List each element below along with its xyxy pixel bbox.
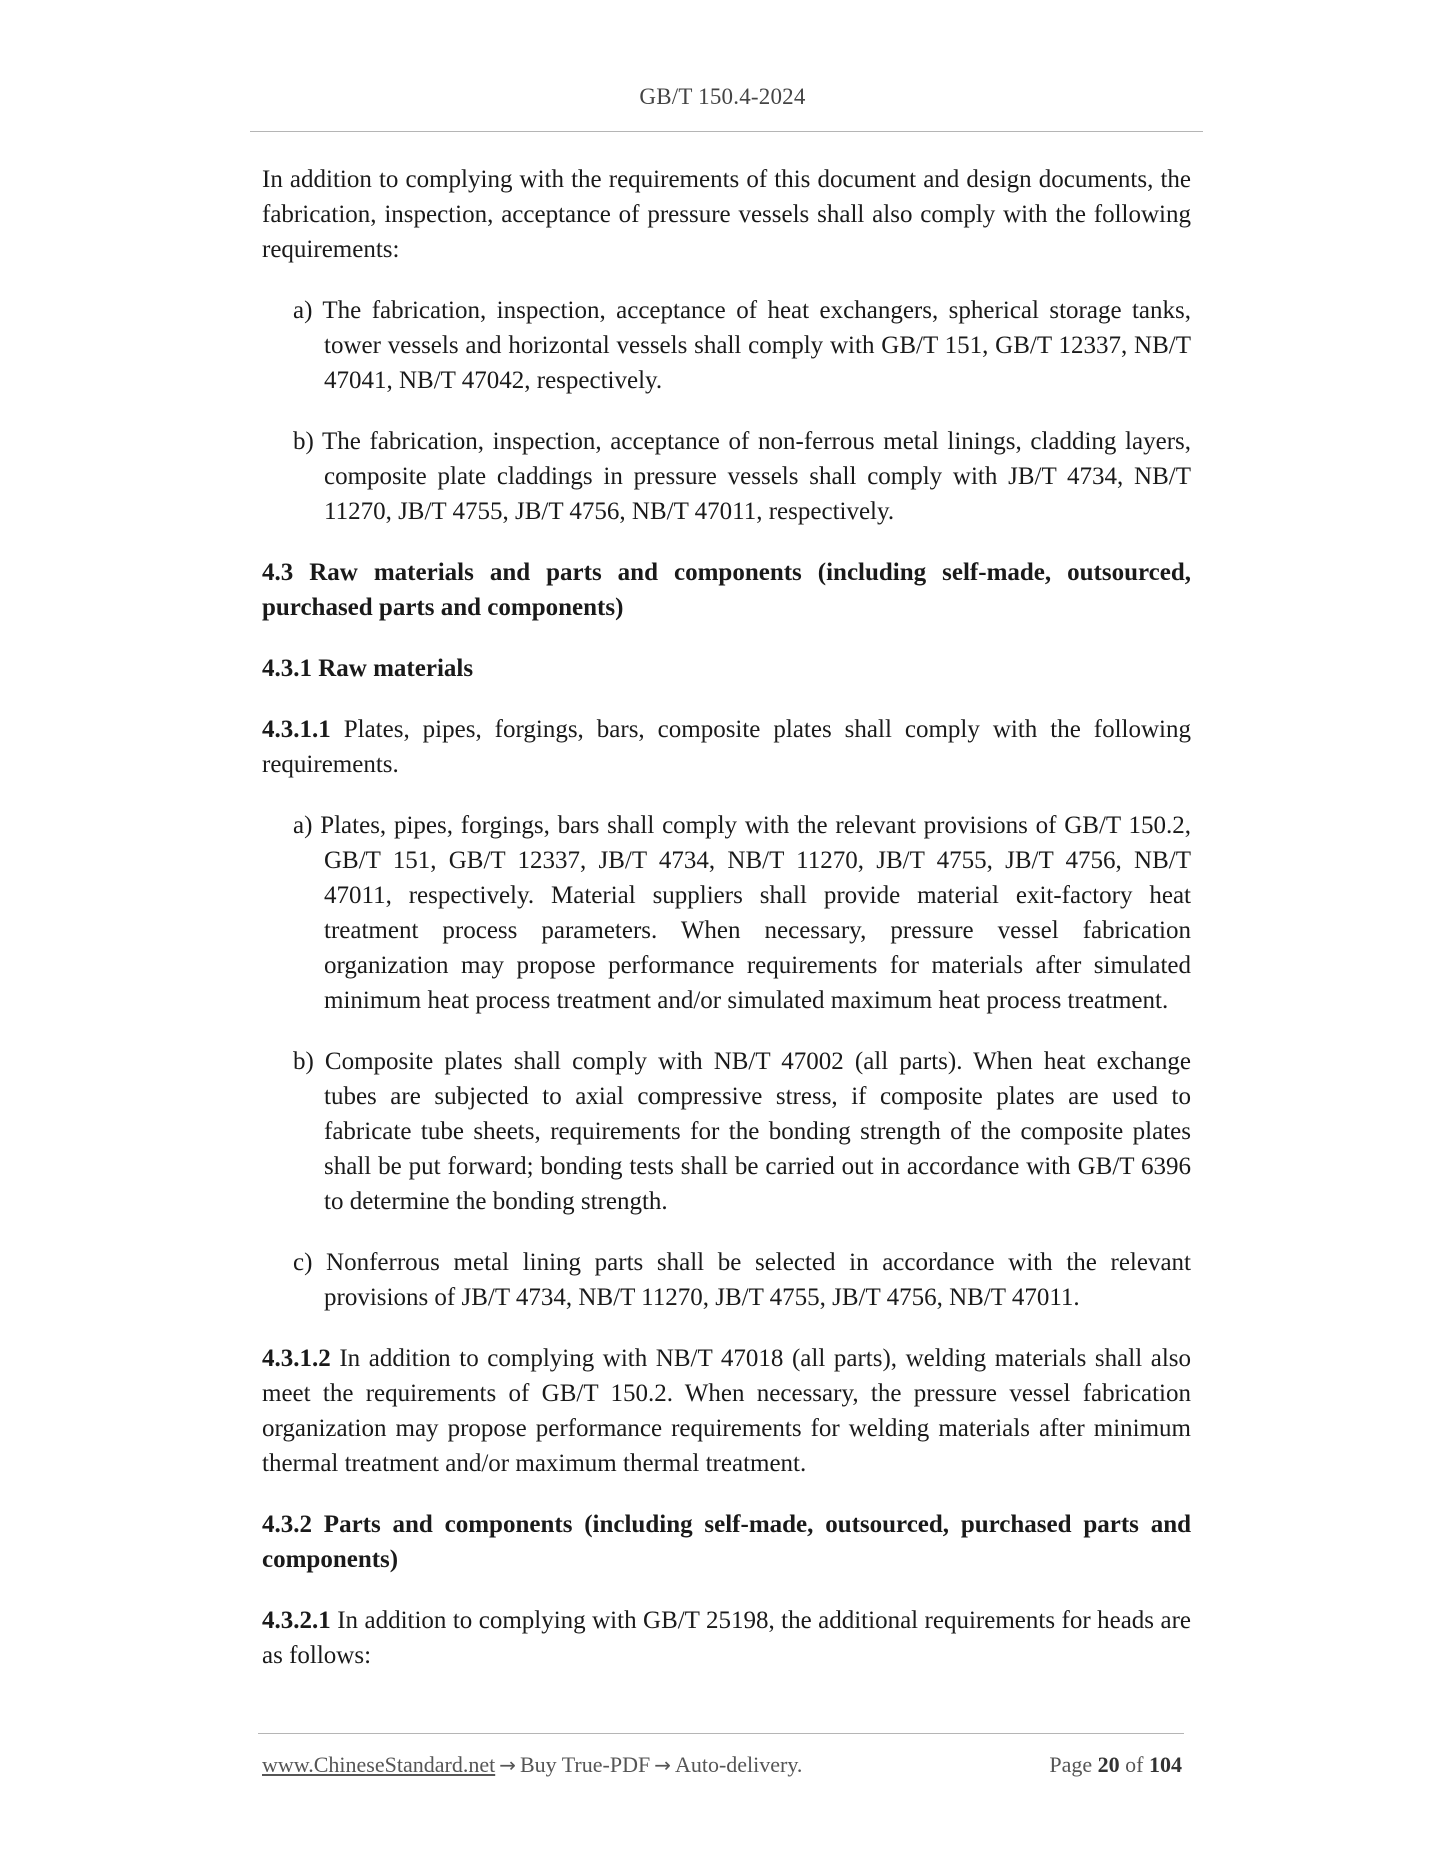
page-indicator	[1049, 1752, 1182, 1778]
clause-text: In addition to complying with NB/T 47018 (all parts), welding materials shall also meet the requirements of GB/T 150.2. When necessary, the pressure vessel fabrication organization may propose performance requirements for welding materials after minimum thermal treatment and/or maximum thermal treatment.	[262, 1345, 1191, 1477]
document-header-title: GB/T 150.4-2024	[639, 84, 806, 109]
clause-text: Plates, pipes, forgings, bars, composite plates shall comply with the following requirements.	[262, 716, 1191, 778]
clause-4-3-1-1-item-c: c) Nonferrous metal lining parts shall be selected in accordance with the relevant provisions of JB/T 4734, NB/T 11270, JB/T 4755, JB/T 4756, NB/T 47011.	[293, 1249, 1191, 1311]
total-pages: 104	[1149, 1752, 1182, 1777]
intro-list-item-a: a) The fabrication, inspection, acceptance of heat exchangers, spherical storage tanks, tower vessels and horizontal vessels shall comply with GB/T 151, GB/T 12337, NB/T 47041, NB/T 47042, respectively.	[293, 297, 1191, 394]
delivery-text: Auto-delivery.	[674, 1752, 803, 1777]
page-label: Page	[1049, 1752, 1093, 1777]
clause-number: 4.3.2.1	[262, 1607, 331, 1634]
clause-text: In addition to complying with GB/T 25198, the additional requirements for heads are as follows:	[262, 1607, 1191, 1669]
clause-4-3-1-1	[262, 712, 1191, 782]
clause-4-3-1-1-item-a: a) Plates, pipes, forgings, bars shall comply with the relevant provisions of GB/T 150.2, GB/T 151, GB/T 12337, JB/T 4734, NB/T 11270, JB/T 4755, JB/T 4756, NB/T 47011, respectively. Material suppliers shall provide material exit-factory heat treatment process parameters. When necessary, pressure vessel fabrication organization may propose performance requirements for materials after simulated minimum heat process treatment and/or simulated maximum heat process treatment.	[293, 812, 1191, 1014]
clause-4-3-1-2	[262, 1341, 1191, 1481]
buy-text: Buy True-PDF	[519, 1752, 651, 1777]
clause-number: 4.3.1.2	[262, 1345, 331, 1372]
intro-list-item-b: b) The fabrication, inspection, acceptance of non-ferrous metal linings, cladding layers, composite plate claddings in pressure vessels shall comply with JB/T 4734, NB/T 11270, JB/T 4755, JB/T 4756, NB/T 47011, respectively.	[293, 428, 1191, 525]
right-arrow-icon: →	[499, 1753, 516, 1777]
right-arrow-icon: →	[654, 1753, 671, 1777]
section-heading-4-3-1: 4.3.1 Raw materials	[262, 655, 474, 682]
of-label: of	[1125, 1752, 1144, 1777]
document-body	[262, 162, 1191, 1699]
clause-number: 4.3.1.1	[262, 716, 331, 743]
footer-promo	[262, 1752, 802, 1778]
footer-divider	[258, 1733, 1184, 1734]
clause-4-3-1-1-item-b: b) Composite plates shall comply with NB/T 47002 (all parts). When heat exchange tubes are subjected to axial compressive stress, if composite plates are used to fabricate tube sheets, requirements for the bonding strength of the composite plates shall be put forward; bonding tests shall be carried out in accordance with GB/T 6396 to determine the bonding strength.	[293, 1048, 1191, 1215]
section-heading-4-3: 4.3 Raw materials and parts and components (including self-made, outsourced, purchased parts and components)	[262, 559, 1191, 621]
intro-paragraph: In addition to complying with the requirements of this document and design documents, the fabrication, inspection, acceptance of pressure vessels shall also comply with the following requirements:	[262, 166, 1191, 263]
section-heading-4-3-2: 4.3.2 Parts and components (including self-made, outsourced, purchased parts and components)	[262, 1511, 1191, 1573]
site-link[interactable]: www.ChineseStandard.net	[262, 1752, 496, 1777]
page-number: 20	[1097, 1752, 1120, 1777]
clause-4-3-2-1	[262, 1603, 1191, 1673]
header-divider	[250, 131, 1203, 132]
